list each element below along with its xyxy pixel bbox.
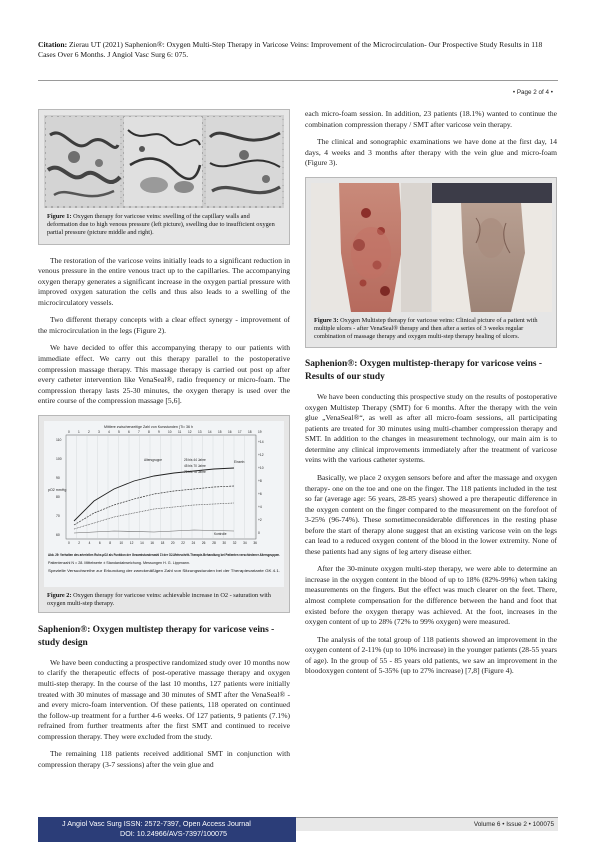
right-column bbox=[305, 109, 557, 677]
chart-top-tick: 2 bbox=[88, 429, 90, 434]
chart-bottom-tick: 26 bbox=[201, 540, 206, 545]
footer-journal-line: J Angiol Vasc Surg ISSN: 2572-7397, Open Access Journal bbox=[62, 819, 251, 828]
citation-label: Citation: bbox=[38, 40, 68, 49]
chart-top-tick: 8 bbox=[148, 429, 150, 434]
chart-top-tick: 19 bbox=[258, 429, 262, 434]
chart-right-tick: +10 bbox=[258, 465, 264, 470]
chart-bottom-tick: 10 bbox=[119, 540, 124, 545]
chart-top-tick: 15 bbox=[218, 429, 222, 434]
right-paragraph-3: We have been conducting this prospective study on the results of postoperative oxygen Multistep Therapy (SMT) for 6 months. After the therapy with the vein glue „VenaSeal®“, as well as after all micro-foam sessions, all participating patients are treated for 30 minutes using multi-chamber compression therapy and SMT. In addition to the changes in measurement technology, our main aim is to determine any clinical improvements immediately after the treatment of varicose veins with the various catheter systems. bbox=[305, 392, 557, 465]
left-paragraph-3: We have decided to offer this accompanying therapy to our patients with immediate effect. We carry out this therapy parallel to the postoperative compression massage therapy. This massage therapy is carried out post op after every catheter intervention like VenaSeal®, radio frequency or micro-foam. The compression therapy lasts 25-30 minutes, the oxygen therapy is used over the entire course of the compression massage [5,6]. bbox=[38, 343, 290, 406]
chart-bottom-tick: 36 bbox=[253, 540, 257, 545]
chart-bottom-tick: 20 bbox=[171, 540, 175, 545]
ulcer-healing-photos bbox=[311, 183, 552, 312]
chart-y-tick: 80 bbox=[56, 494, 60, 499]
figure-2-image bbox=[44, 421, 284, 587]
right-paragraph-1: each micro-foam session. In addition, 23 patients (18.1%) wanted to continue the combination compression therapy / SMT after varicose vein therapy. bbox=[305, 109, 557, 129]
chart-bottom-tick: 6 bbox=[98, 540, 101, 545]
figure-1 bbox=[38, 109, 290, 245]
chart-inline-label: 45 bis 70 Jahre bbox=[184, 463, 206, 468]
chart-bottom-tick: 32 bbox=[232, 540, 237, 545]
chart-caption-line3: Spezielle Versuchsreihe zur Erkundung der zweckmäßigen Zahl von Sitzungsstunden bei der Therapievariante GK 4.1. bbox=[48, 568, 280, 573]
chart-right-tick: +4 bbox=[258, 504, 262, 509]
chart-bottom-tick: 0 bbox=[68, 540, 70, 545]
chart-top-tick: 13 bbox=[198, 429, 202, 434]
chart-top-tick: 11 bbox=[178, 429, 182, 434]
chart-right-tick: 0 bbox=[258, 530, 260, 535]
chart-top-tick: 16 bbox=[228, 429, 232, 434]
figure-1-image bbox=[44, 115, 284, 208]
footer bbox=[0, 817, 595, 842]
figure-2 bbox=[38, 415, 290, 613]
left-paragraph-4: We have been conducting a prospective randomized study over 10 months now to clarify the therapeutic effects of post-operative massage therapy and oxygen multi-step therapy. In the course of the last 10 months, 127 patients were initially treated with 30 minutes of massage and 30 minutes of SMT after the VenaSeal® - and every micro-foam intervention. Of these patients, 118 operated on continued the follow-up treatment for a further 4-6 weeks. Of 127 patients, 9 patients (7.1%) refrained from further treatments after the first SMT and continued to receive compression therapy. They were excluded from the study. bbox=[38, 657, 290, 741]
left-column bbox=[38, 109, 290, 770]
chart-bottom-tick: 2 bbox=[78, 540, 81, 545]
chart-y-tick: 90 bbox=[56, 475, 60, 480]
figure-1-text: Oxygen therapy for varicose veins: swelling of the capillary walls and deformation due to high venous pressure (left picture), swelling due to insufficient oxygen partial pressure (picture middle and right). bbox=[47, 213, 275, 237]
chart-right-tick: +8 bbox=[258, 478, 262, 483]
right-paragraph-4: Basically, we place 2 oxygen sensors before and after the massage and oxygen therapy- one on the toe and one on the finger. The 118 patients included in the test so far (average age: 56 years, 28-85 years) showed a pre therapeutic difference in the oxygen content on the finger compared to the measurement on the forefoot of 3-25% (96-74%). These sometimeconsiderable differences in the resting phase before the start of therapy alone suggest that an existing varicose vein on the legs can lead to a reduced oxygen content of the blood in the lower extremity. None of these patients had any signs of leg artery disease either. bbox=[305, 472, 557, 556]
figure-3-caption bbox=[311, 312, 551, 343]
chart-bottom-tick: 28 bbox=[212, 540, 216, 545]
chart-top-tick: 9 bbox=[158, 429, 160, 434]
chart-bottom-tick: 16 bbox=[150, 540, 154, 545]
oxygen-pressure-chart bbox=[44, 421, 284, 587]
citation-text: Zierau UT (2021) Saphenion®: Oxygen Multi-Step Therapy in Varicose Veins: Improvement of the Microcirculation- Our Prospective Study Results in 118 Cases Over 6 Months. J Angiol Vasc Surg 6: 075. bbox=[38, 40, 543, 60]
figure-2-caption bbox=[44, 587, 284, 609]
left-paragraph-2: Two different therapy concepts with a clear effect synergy - improvement of the microcirculation in the legs (Figure 2). bbox=[38, 315, 290, 335]
footer-journal-bar bbox=[38, 817, 296, 842]
chart-header: Mittlere zwischenzeitige Zahl von Kursstunden (Ti= 36 h bbox=[104, 424, 194, 429]
chart-top-tick: 7 bbox=[138, 429, 140, 434]
section-results-title: Saphenion®: Oxygen multistep-therapy for varicose veins -Results of our study bbox=[305, 359, 543, 382]
figure-3 bbox=[305, 177, 557, 349]
chart-inline-label: Kontrolle bbox=[214, 531, 227, 536]
chart-top-tick: 0 bbox=[68, 429, 70, 434]
right-paragraph-5: After the 30-minute oxygen multi-step therapy, we were able to determine an increase in the oxygen content in the blood of up to 18% (82%-99%) when taking measurements on the fingers. But the effect was much clearer on the feet. There, almost complete compensation for the difference between the hand and foot that existed before the oxygen therapy was achieved. At the foot, increases in the oxygen content of up to 28% (72% to 99% oxygen) were measured. bbox=[305, 564, 557, 627]
chart-bottom-tick: 34 bbox=[243, 540, 247, 545]
section-study-design-title: Saphenion®: Oxygen multistep therapy for varicose veins - study design bbox=[38, 625, 275, 648]
chart-top-tick: 18 bbox=[248, 429, 252, 434]
chart-y-tick: 110 bbox=[56, 437, 62, 442]
chart-top-tick: 14 bbox=[208, 429, 212, 434]
left-paragraph-1: The restoration of the varicose veins initially leads to a significant reduction in venous pressure in the entire venous tract up to the capillaries. The accompanying oxygen therapy generates a significant increase in the oxygen partial pressure with improved oxygen saturation the cells and thus also leads to a swelling of the microcirculatory vessels. bbox=[38, 255, 290, 307]
chart-caption-title: Abb. 29: Verhalten des arteriellen Ruhe-pO2 als Funktion der Gesamtstundenzahl Σt der O2-Mehrschritt-Therapie-Behandlung bei Patienten verschiedener Altersgruppen. bbox=[48, 551, 280, 557]
chart-inline-label: 70 bis 78 Jahre bbox=[184, 469, 206, 474]
right-paragraph-6: The analysis of the total group of 118 patients showed an improvement in the oxygen content of 2-11% (up to 10% increase) in the younger patients (28-55 years of age). In the group of 55 - 85 years old patients, we saw an improvement in the bloodoxygen content of 5-35% (up to 27% increase) [7,8] (Figure 4). bbox=[305, 634, 557, 676]
right-paragraph-2: The clinical and sonographic examinations we have done at the first day, 14 days, 4 weeks and 3 months after therapy with the vein glue and micro-foam (Figure 3). bbox=[305, 137, 557, 168]
left-paragraph-5: The remaining 118 patients received additional SMT in conjunction with compression therapy (3-7 sessions) after the vein glue and bbox=[38, 749, 290, 769]
header-rule bbox=[38, 80, 558, 81]
chart-bottom-tick: 8 bbox=[109, 540, 111, 545]
chart-y-tick: 60 bbox=[56, 532, 60, 537]
chart-bottom-tick: 22 bbox=[181, 540, 185, 545]
capillary-micrograph-image bbox=[44, 115, 284, 208]
chart-right-tick: +12 bbox=[258, 452, 264, 457]
chart-top-tick: 5 bbox=[118, 429, 120, 434]
figure-2-text: Oxygen therapy for varicose veins: achievable increase in O2 - saturation with oxygen multi-step therapy. bbox=[47, 591, 271, 607]
figure-1-caption bbox=[44, 208, 284, 239]
chart-top-tick: 4 bbox=[108, 429, 110, 434]
figure-3-image bbox=[311, 183, 551, 312]
chart-right-tick: +6 bbox=[258, 491, 262, 496]
chart-right-tick: +2 bbox=[258, 517, 262, 522]
figure-3-label: Figure 3: bbox=[314, 316, 339, 324]
chart-y-tick: 100 bbox=[56, 456, 62, 461]
chart-bottom-tick: 4 bbox=[88, 540, 91, 545]
footer-doi-link[interactable]: DOI: 10.24966/AVS-7397/100075 bbox=[120, 829, 227, 838]
figure-2-label: Figure 2: bbox=[47, 591, 72, 599]
chart-top-tick: 6 bbox=[128, 429, 130, 434]
chart-bottom-tick: 12 bbox=[129, 540, 134, 545]
chart-inline-label: Einzeln bbox=[234, 459, 245, 464]
chart-inline-label: Altersgruppe bbox=[144, 457, 163, 462]
footer-volume: Volume 6 • Issue 2 • 100075 bbox=[296, 817, 558, 831]
chart-top-tick: 3 bbox=[98, 429, 100, 434]
figure-1-label: Figure 1: bbox=[47, 213, 72, 220]
chart-top-tick: 10 bbox=[168, 429, 172, 434]
chart-right-tick: +14 bbox=[258, 439, 264, 444]
chart-inline-label: 25 bis 44 Jahre bbox=[184, 457, 206, 462]
chart-top-tick: 1 bbox=[78, 429, 80, 434]
chart-bottom-tick: 14 bbox=[140, 540, 144, 545]
chart-top-tick: 12 bbox=[188, 429, 192, 434]
chart-y-label: pO2 mmHg bbox=[48, 487, 67, 492]
chart-caption-line2: Patientenzahl N = 28. Mittelwerte ± Standardabweichung. Messungen H. G. Lippmann. bbox=[48, 560, 190, 565]
figure-3-text: Oxygen Multistep therapy for varicose veins: Clinical picture of a patient with multiple ulcers - after VenaSeal® therapy and then after a series of 3 weeks regular combination of massage therapy and oxygen multi-step therapy healing of ulcers. bbox=[314, 316, 538, 341]
chart-bottom-tick: 18 bbox=[160, 540, 165, 545]
chart-top-tick: 17 bbox=[238, 429, 242, 434]
page-number: • Page 2 of 4 • bbox=[512, 89, 553, 96]
chart-bottom-tick: 24 bbox=[191, 540, 196, 545]
chart-bottom-tick: 30 bbox=[222, 540, 227, 545]
citation bbox=[38, 40, 558, 61]
chart-y-tick: 70 bbox=[56, 513, 60, 518]
